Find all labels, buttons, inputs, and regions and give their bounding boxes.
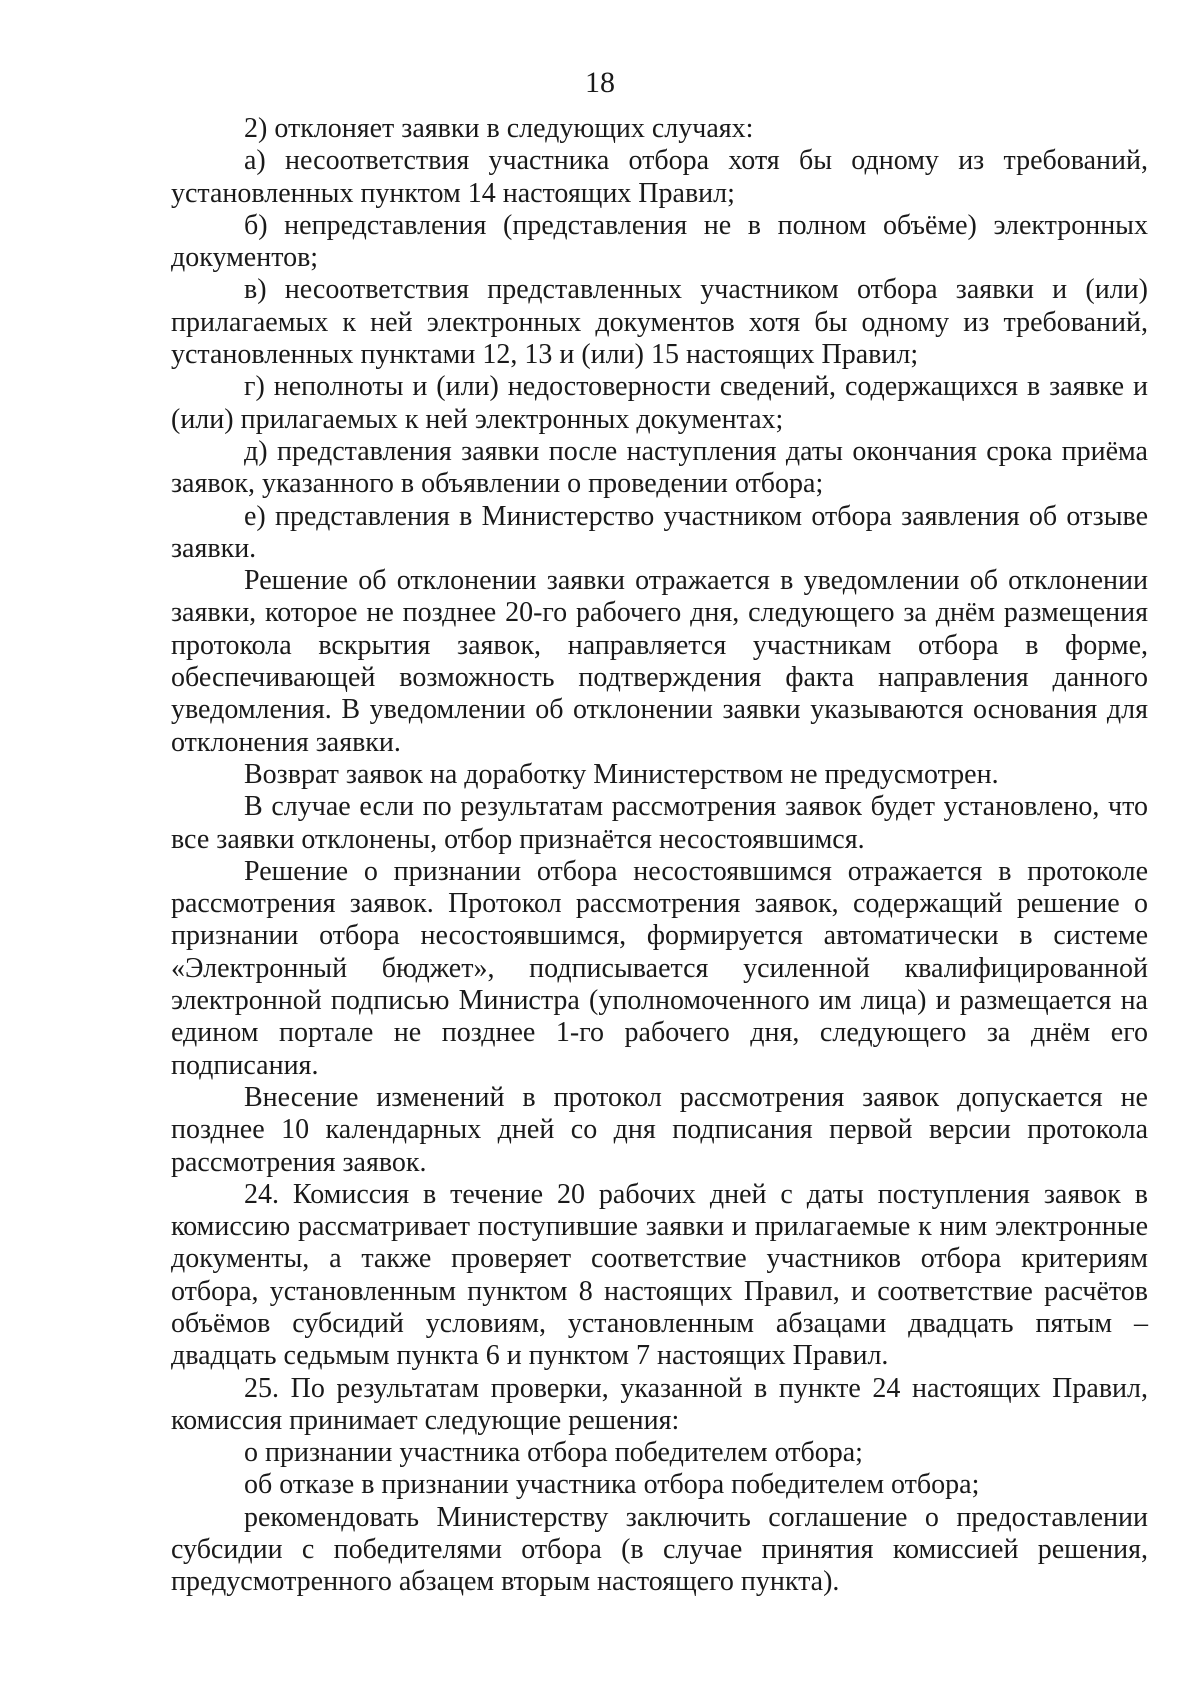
paragraph-decision-refusal: об отказе в признании участника отбора победителем отбора; <box>244 1469 980 1501</box>
paragraph-all-rejected: В случае если по результатам рассмотрения заявок будет установлено, что все заявки отклонены, отбор признаётся несостоявшимся. <box>171 791 1148 855</box>
paragraph-24-commission-review: 24. Комиссия в течение 20 рабочих дней с даты поступления заявок в комиссию рассматривает поступившие заявки и прилагаемые к ним электронные документы, а также проверяет соответствие участников отбора критериям отбора, установленным пунктом 8 настоящих Правил, и соответствие расчётов объёмов субсидий условиям, установленным абзацами двадцать пятым – двадцать седьмым пункта 6 и пунктом 7 настоящих Правил. <box>171 1178 1148 1372</box>
paragraph-failed-selection: Решение о признании отбора несостоявшимся отражается в протоколе рассмотрения заявок. Протокол рассмотрения заявок, содержащий решение о признании отбора несостоявшимся, формируется автоматически в системе «Электронный бюджет», подписывается усиленной квалифицированной электронной подписью Министра (уполномоченного им лица) и размещается на едином портале не позднее 1-го рабочего дня, следующего за днём его подписания. <box>171 855 1148 1081</box>
paragraph-a-noncompliance: а) несоответствия участника отбора хотя бы одному из требований, установленных пунктом 14 настоящих Правил; <box>171 145 1148 209</box>
paragraph-d-late-submission: д) представления заявки после наступления даты окончания срока приёма заявок, указанного в объявлении о проведении отбора; <box>171 435 1148 500</box>
document-body <box>171 113 1148 1599</box>
paragraph-decision-winner: о признании участника отбора победителем отбора; <box>244 1437 863 1469</box>
paragraph-g-incomplete-info: г) неполноты и (или) недостоверности сведений, содержащихся в заявке и (или) прилагаемых к ней электронных документах; <box>171 371 1148 435</box>
paragraph-rejection-notice: Решение об отклонении заявки отражается в уведомлении об отклонении заявки, которое не позднее 20-го рабочего дня, следующего за днём размещения протокола вскрытия заявок, направляется участникам отбора в форме, обеспечивающей возможность подтверждения факта направления данного уведомления. В уведомлении об отклонении заявки указываются основания для отклонения заявки. <box>171 565 1148 758</box>
paragraph-no-return: Возврат заявок на доработку Министерством не предусмотрен. <box>244 758 999 790</box>
paragraph-e-withdrawal: е) представления в Министерство участником отбора заявления об отзыве заявки. <box>171 500 1148 564</box>
paragraph-2-reject-cases: 2) отклоняет заявки в следующих случаях: <box>244 113 754 144</box>
paragraph-b-nonsubmission: б) непредставления (представления не в полном объёме) электронных документов; <box>171 209 1148 274</box>
paragraph-25-decisions: 25. По результатам проверки, указанной в пункте 24 настоящих Правил, комиссия принимает следующие решения: <box>171 1372 1148 1436</box>
paragraph-decision-recommend: рекомендовать Министерству заключить соглашение о предоставлении субсидии с победителями отбора (в случае принятия комиссией решения, предусмотренного абзацем вторым настоящего пункта). <box>171 1501 1148 1598</box>
page-number: 18 <box>585 66 615 99</box>
paragraph-v-document-mismatch: в) несоответствия представленных участником отбора заявки и (или) прилагаемых к ней электронных документов хотя бы одному из требований, установленных пунктами 12, 13 и (или) 15 настоящих Правил; <box>171 274 1148 371</box>
paragraph-protocol-changes: Внесение изменений в протокол рассмотрения заявок допускается не позднее 10 календарных дней со дня подписания первой версии протокола рассмотрения заявок. <box>171 1081 1148 1178</box>
